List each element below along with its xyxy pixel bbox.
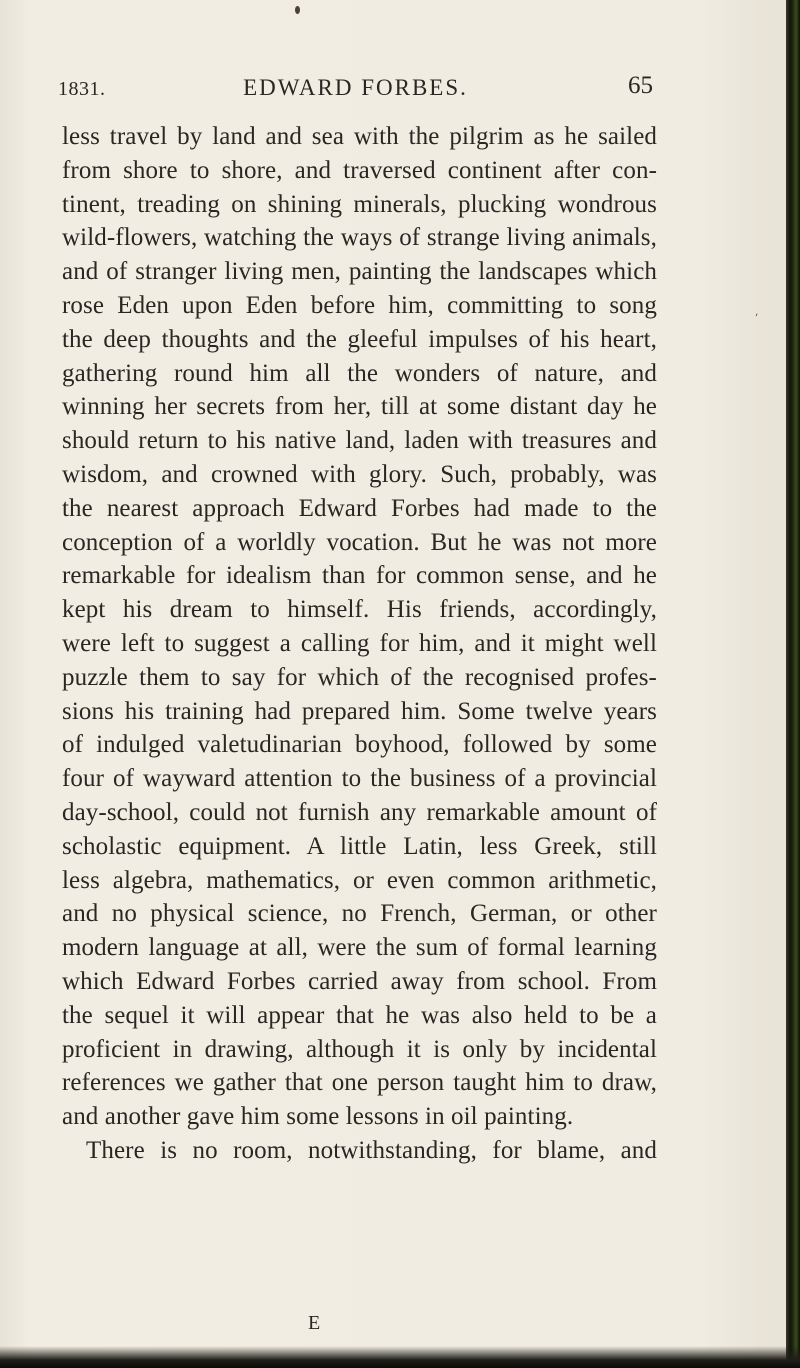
text-line: kept his dream to himself. His friends, accordingly,: [62, 596, 657, 624]
text-line: conception of a worldly vocation. But he was not more: [62, 528, 657, 556]
signature-mark: E: [308, 1312, 321, 1334]
text-line: of indulged valetudinarian boyhood, followed by some: [62, 731, 657, 759]
text-line: which Edward Forbes carried away from school. From: [62, 967, 657, 995]
pencil-tick-mark: ˊ: [753, 311, 765, 328]
text-line: four of wayward attention to the business of a provincial: [62, 765, 657, 793]
text-line: modern language at all, were the sum of formal learning: [62, 934, 657, 962]
page-edge-shadow: [786, 0, 800, 1368]
text-line: and of stranger living men, painting the landscapes which: [62, 258, 657, 286]
running-header: [58, 72, 653, 104]
text-line: should return to his native land, laden with treasures and: [62, 427, 657, 455]
text-line: less algebra, mathematics, or even common arithmetic,: [62, 866, 657, 894]
text-line: from shore to shore, and traversed continent after con-: [62, 156, 657, 184]
text-line: were left to suggest a calling for him, and it might well: [62, 629, 657, 657]
text-line: remarkable for idealism than for common sense, and he: [62, 562, 657, 590]
text-line: references we gather that one person taught him to draw,: [62, 1069, 657, 1097]
text-line: the sequel it will appear that he was also held to be a: [62, 1001, 657, 1029]
text-line: proficient in drawing, although it is only by incidental: [62, 1035, 657, 1063]
text-line: sions his training had prepared him. Some twelve years: [62, 697, 657, 725]
header-year: 1831.: [58, 78, 106, 100]
bottom-edge-shadow: [0, 1346, 800, 1368]
text-line: scholastic equipment. A little Latin, less Greek, still: [62, 832, 657, 860]
header-title: EDWARD FORBES.: [243, 75, 468, 100]
page-number: 65: [628, 72, 653, 99]
body-text: [62, 120, 657, 1168]
text-line: and no physical science, no French, German, or other: [62, 900, 657, 928]
text-line: the deep thoughts and the gleeful impulses of his heart,: [62, 325, 657, 353]
text-line: day-school, could not furnish any remarkable amount of: [62, 798, 657, 826]
text-line: tinent, treading on shining minerals, plucking wondrous: [62, 190, 657, 218]
text-line: puzzle them to say for which of the recognised profes-: [62, 663, 657, 691]
text-line: winning her secrets from her, till at some distant day he: [62, 393, 657, 421]
text-line: wisdom, and crowned with glory. Such, probably, was: [62, 460, 657, 488]
text-line: wild-flowers, watching the ways of strange living animals,: [62, 224, 657, 252]
text-line: There is no room, notwithstanding, for blame, and: [86, 1136, 657, 1164]
text-line: less travel by land and sea with the pilgrim as he sailed: [62, 123, 657, 150]
text-line: gathering round him all the wonders of nature, and: [62, 359, 657, 387]
text-line: the nearest approach Edward Forbes had made to the: [62, 494, 657, 522]
ink-dot: [295, 6, 300, 14]
text-line: rose Eden upon Eden before him, committing to song: [62, 291, 657, 319]
text-line: and another gave him some lessons in oil painting.: [62, 1103, 574, 1131]
